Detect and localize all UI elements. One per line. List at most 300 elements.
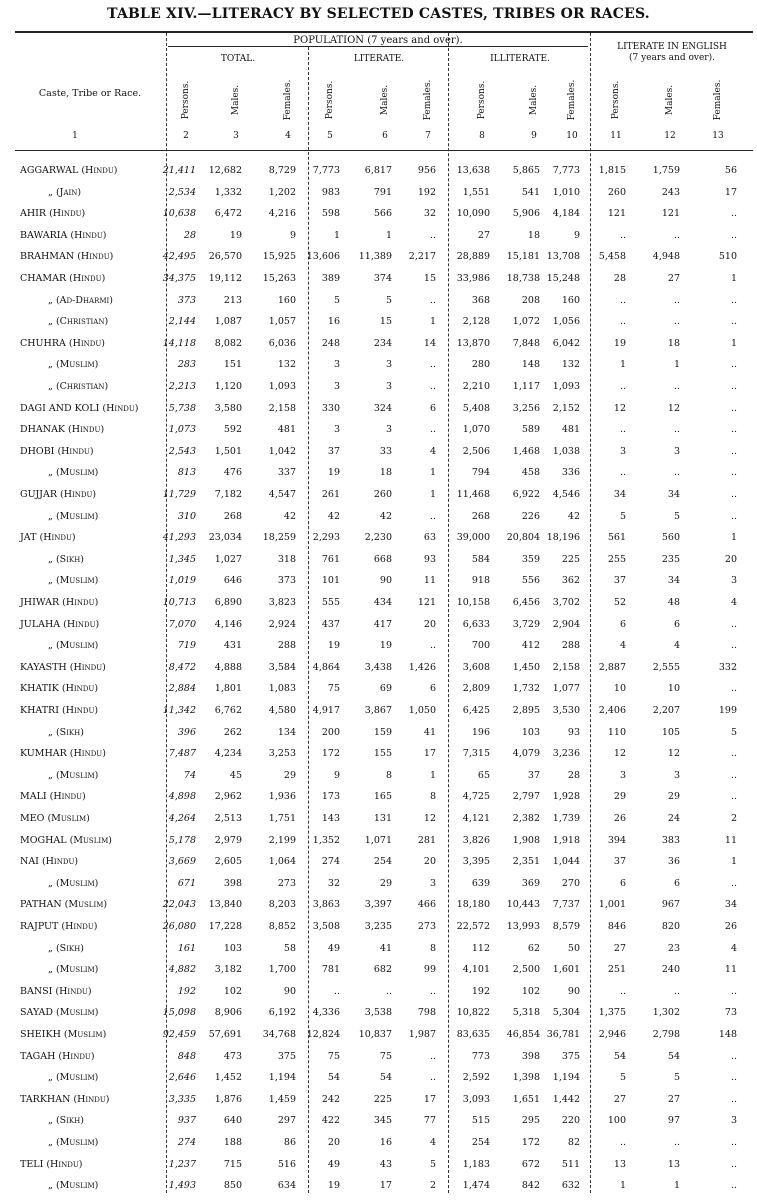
cell-col-4: 3,823 xyxy=(268,597,296,608)
cell-col-4: 6,036 xyxy=(268,337,296,349)
cell-col-9: 15,181 xyxy=(506,251,540,263)
cell-col-9: 458 xyxy=(521,467,540,479)
cell-col-9: 1,732 xyxy=(512,683,540,695)
cell-col-2: 4,882 xyxy=(168,964,196,976)
cell-col-8: 192 xyxy=(471,985,490,997)
cell-col-8: 39,000 xyxy=(456,532,490,544)
cell-col-10: 160 xyxy=(561,294,580,306)
cell-col-13: .. xyxy=(730,1137,737,1148)
cell-col-8: 13,870 xyxy=(456,337,490,349)
cell-col-12: .. xyxy=(673,316,680,328)
cell-col-9: 5,865 xyxy=(512,165,540,176)
cell-col-11: 2,946 xyxy=(598,1029,626,1040)
cell-col-13: .. xyxy=(730,208,737,220)
cell-col-10: 270 xyxy=(561,877,580,889)
row-label: „ (Christian) xyxy=(48,316,109,328)
cell-col-3: 2,962 xyxy=(214,791,242,803)
cell-col-12: 5 xyxy=(673,510,680,522)
cell-col-3: 476 xyxy=(223,467,242,479)
cell-col-11: 255 xyxy=(607,553,626,565)
cell-col-7: 1,426 xyxy=(408,661,436,673)
cell-col-10: 1,601 xyxy=(552,964,580,976)
cell-col-12: .. xyxy=(673,467,680,479)
cell-col-6: 682 xyxy=(373,964,392,976)
col-rule xyxy=(448,33,449,1193)
cell-col-4: 34,768 xyxy=(262,1029,296,1040)
cell-col-7: 6 xyxy=(429,402,436,414)
cell-col-12: 2,798 xyxy=(652,1029,680,1040)
cell-col-10: 1,739 xyxy=(552,813,580,824)
cell-col-12: 12 xyxy=(667,402,680,414)
cell-col-12: 560 xyxy=(661,532,680,544)
subhead-8: Persons. xyxy=(477,80,487,120)
cell-col-6: 3,438 xyxy=(364,661,392,673)
cell-col-11: 5,458 xyxy=(598,251,626,263)
cell-col-7: 1,050 xyxy=(408,705,436,716)
cell-col-9: 1,398 xyxy=(512,1072,540,1084)
cell-col-8: 83,635 xyxy=(456,1029,490,1040)
cell-col-11: 100 xyxy=(607,1115,626,1127)
cell-col-9: 102 xyxy=(521,985,540,997)
cell-col-7: 2,217 xyxy=(408,251,436,263)
col-number-13: 13 xyxy=(712,131,724,141)
cell-col-7: 15 xyxy=(423,273,436,284)
cell-col-6: 90 xyxy=(379,575,392,587)
cell-col-8: 1,474 xyxy=(462,1180,490,1192)
cell-col-2: 7,487 xyxy=(168,748,196,760)
cell-col-10: 7,773 xyxy=(552,165,580,176)
cell-col-3: 3,580 xyxy=(214,402,242,414)
cell-col-9: 5,318 xyxy=(512,1007,540,1019)
cell-col-5: 19 xyxy=(327,640,340,652)
cell-col-2: 813 xyxy=(177,467,196,479)
cell-col-11: 121 xyxy=(607,208,626,220)
cell-col-2: 34,375 xyxy=(162,273,196,284)
cell-col-6: 260 xyxy=(373,489,392,500)
header-top-rule xyxy=(15,31,753,33)
row-label: „ (Muslim) xyxy=(48,964,99,976)
cell-col-13: .. xyxy=(730,748,737,760)
cell-col-3: 7,182 xyxy=(214,489,242,500)
cell-col-11: 29 xyxy=(613,791,626,803)
cell-col-4: 273 xyxy=(277,877,296,889)
cell-col-3: 4,234 xyxy=(214,748,242,760)
cell-col-4: 516 xyxy=(277,1158,296,1170)
col-number-1: 1 xyxy=(72,131,78,141)
cell-col-12: 10 xyxy=(667,683,680,695)
cell-col-4: 29 xyxy=(283,769,296,781)
row-label: AHIR (Hindu) xyxy=(20,208,86,220)
cell-col-9: 295 xyxy=(521,1115,540,1127)
cell-col-7: 4 xyxy=(429,1137,436,1148)
cell-col-7: 99 xyxy=(423,964,436,976)
cell-col-3: 3,182 xyxy=(214,964,242,976)
cell-col-9: 3,256 xyxy=(512,402,540,414)
cell-col-8: 1,183 xyxy=(462,1158,490,1170)
cell-col-9: 412 xyxy=(521,640,540,652)
cell-col-8: 2,592 xyxy=(462,1072,490,1084)
cell-col-9: 2,382 xyxy=(512,813,540,824)
cell-col-12: .. xyxy=(673,424,680,436)
cell-col-9: 1,908 xyxy=(512,834,540,846)
cell-col-3: 1,332 xyxy=(214,186,242,198)
cell-col-11: 27 xyxy=(613,942,626,954)
row-label: MEO (Muslim) xyxy=(20,813,90,824)
cell-col-10: 1,056 xyxy=(552,316,580,328)
cell-col-2: 1,493 xyxy=(168,1180,196,1192)
cell-col-13: .. xyxy=(730,381,737,392)
cell-col-3: 268 xyxy=(223,510,242,522)
row-label: „ (Sikh) xyxy=(48,553,84,565)
total-header: TOTAL. xyxy=(220,54,256,64)
cell-col-5: 173 xyxy=(321,791,340,803)
cell-col-5: 42 xyxy=(327,510,340,522)
cell-col-2: 11,342 xyxy=(162,705,196,716)
cell-col-13: 26 xyxy=(724,921,737,932)
cell-col-6: 791 xyxy=(373,186,392,198)
cell-col-9: 18,738 xyxy=(506,273,540,284)
cell-col-12: 3 xyxy=(673,769,680,781)
cell-col-11: 54 xyxy=(613,1050,626,1062)
cell-col-10: 336 xyxy=(561,467,580,479)
cell-col-8: 11,468 xyxy=(456,489,490,500)
subhead-2: Persons. xyxy=(181,80,191,120)
cell-col-4: 373 xyxy=(277,575,296,587)
cell-col-11: 19 xyxy=(613,337,626,349)
cell-col-9: 103 xyxy=(521,726,540,738)
cell-col-10: 18,196 xyxy=(546,532,580,544)
cell-col-5: 555 xyxy=(321,597,340,608)
cell-col-3: 13,840 xyxy=(208,899,242,911)
cell-col-13: 510 xyxy=(718,251,737,263)
row-label: „ (Muslim) xyxy=(48,359,99,371)
cell-col-11: 12 xyxy=(613,402,626,414)
cell-col-12: 36 xyxy=(667,856,680,868)
cell-col-11: 52 xyxy=(613,597,626,608)
cell-col-8: 10,822 xyxy=(456,1007,490,1019)
cell-col-9: 37 xyxy=(527,769,540,781)
cell-col-5: 2,293 xyxy=(312,532,340,544)
cell-col-6: 11,389 xyxy=(358,251,392,263)
cell-col-4: 2,199 xyxy=(268,834,296,846)
cell-col-8: 368 xyxy=(471,294,490,306)
cell-col-4: 1,700 xyxy=(268,964,296,976)
cell-col-12: 24 xyxy=(667,813,680,824)
cell-col-13: .. xyxy=(730,510,737,522)
cell-col-3: 1,027 xyxy=(214,553,242,565)
cell-col-12: 235 xyxy=(661,553,680,565)
cell-col-13: .. xyxy=(730,985,737,997)
cell-col-5: 32 xyxy=(327,877,340,889)
cell-col-5: 983 xyxy=(321,186,340,198)
cell-col-6: 3 xyxy=(385,381,392,392)
cell-col-12: 2,555 xyxy=(652,661,680,673)
cell-col-5: 761 xyxy=(321,553,340,565)
cell-col-10: 3,530 xyxy=(552,705,580,716)
cell-col-4: 4,580 xyxy=(268,705,296,716)
cell-col-2: 10,713 xyxy=(162,597,196,608)
cell-col-5: 19 xyxy=(327,1180,340,1192)
cell-col-2: 92,459 xyxy=(162,1029,196,1040)
cell-col-13: .. xyxy=(730,294,737,306)
cell-col-3: 19,112 xyxy=(208,273,242,284)
cell-col-10: 481 xyxy=(561,424,580,436)
cell-col-5: 4,917 xyxy=(312,705,340,716)
cell-col-3: 188 xyxy=(223,1137,242,1148)
cell-col-5: 330 xyxy=(321,402,340,414)
cell-col-2: 11,729 xyxy=(162,489,196,500)
cell-col-2: 26,080 xyxy=(162,921,196,932)
cell-col-2: 373 xyxy=(177,294,196,306)
cell-col-4: 1,064 xyxy=(268,856,296,868)
cell-col-13: .. xyxy=(730,316,737,328)
cell-col-4: 1,093 xyxy=(268,381,296,392)
cell-col-11: .. xyxy=(619,467,626,479)
cell-col-8: 1,070 xyxy=(462,424,490,436)
cell-col-4: 1,936 xyxy=(268,791,296,803)
cell-col-2: 1,019 xyxy=(168,575,196,587)
cell-col-12: 105 xyxy=(661,726,680,738)
cell-col-6: 17 xyxy=(379,1180,392,1192)
cell-col-6: 19 xyxy=(379,640,392,652)
cell-col-10: 4,546 xyxy=(552,489,580,500)
cell-col-3: 103 xyxy=(223,942,242,954)
cell-col-6: 69 xyxy=(379,683,392,695)
cell-col-6: 668 xyxy=(373,553,392,565)
row-label: „ (Sikh) xyxy=(48,942,84,954)
cell-col-9: 3,729 xyxy=(512,618,540,630)
cell-col-11: .. xyxy=(619,294,626,306)
subhead-9: Males. xyxy=(529,84,539,116)
cell-col-6: 159 xyxy=(373,726,392,738)
cell-col-10: 15,248 xyxy=(546,273,580,284)
row-label: „ (Muslim) xyxy=(48,640,99,652)
col-number-8: 8 xyxy=(479,131,485,141)
cell-col-3: 1,087 xyxy=(214,316,242,328)
cell-col-5: 12,824 xyxy=(306,1029,340,1040)
cell-col-13: 5 xyxy=(730,726,737,738)
cell-col-9: 18 xyxy=(527,229,540,241)
cell-col-2: 161 xyxy=(177,942,196,954)
cell-col-8: 18,180 xyxy=(456,899,490,911)
cell-col-3: 17,228 xyxy=(208,921,242,932)
cell-col-7: .. xyxy=(429,359,436,371)
cell-col-12: 12 xyxy=(667,748,680,760)
cell-col-4: 375 xyxy=(277,1050,296,1062)
cell-col-12: 1 xyxy=(673,1180,680,1192)
cell-col-4: 18,259 xyxy=(262,532,296,544)
cell-col-4: 1,194 xyxy=(268,1072,296,1084)
row-label: KUMHAR (Hindu) xyxy=(20,748,106,760)
cell-col-6: 225 xyxy=(373,1093,392,1105)
cell-col-5: 261 xyxy=(321,489,340,500)
col-number-12: 12 xyxy=(664,131,676,141)
cell-col-10: 132 xyxy=(561,359,580,371)
row-label: TAGAH (Hindu) xyxy=(20,1050,95,1062)
cell-col-4: 15,263 xyxy=(262,273,296,284)
english-header: LITERATE IN ENGLISH xyxy=(617,42,727,52)
row-label: CHAMAR (Hindu) xyxy=(20,273,106,284)
row-label: SAYAD (Muslim) xyxy=(20,1007,99,1019)
cell-col-8: 280 xyxy=(471,359,490,371)
cell-col-13: .. xyxy=(730,769,737,781)
cell-col-5: 248 xyxy=(321,337,340,349)
cell-col-4: 8,729 xyxy=(268,165,296,176)
cell-col-2: 1,345 xyxy=(168,553,196,565)
cell-col-11: 12 xyxy=(613,748,626,760)
cell-col-13: 3 xyxy=(730,575,737,587)
cell-col-11: 37 xyxy=(613,856,626,868)
cell-col-7: 20 xyxy=(423,856,436,868)
cell-col-8: 3,093 xyxy=(462,1093,490,1105)
cell-col-7: 12 xyxy=(423,813,436,824)
cell-col-4: 2,924 xyxy=(268,618,296,630)
cell-col-11: .. xyxy=(619,985,626,997)
cell-col-9: 369 xyxy=(521,877,540,889)
row-label: TARKHAN (Hindu) xyxy=(20,1093,110,1105)
cell-col-9: 1,468 xyxy=(512,445,540,457)
cell-col-8: 268 xyxy=(471,510,490,522)
cell-col-4: 297 xyxy=(277,1115,296,1127)
cell-col-9: 672 xyxy=(521,1158,540,1170)
cell-col-13: .. xyxy=(730,229,737,241)
subhead-6: Males. xyxy=(380,84,390,116)
cell-col-11: .. xyxy=(619,381,626,392)
cell-col-10: 8,579 xyxy=(552,921,580,932)
row-label: JAT (Hindu) xyxy=(20,532,76,544)
cell-col-4: 160 xyxy=(277,294,296,306)
row-label: JULAHA (Hindu) xyxy=(20,618,100,630)
row-label: „ (Muslim) xyxy=(48,769,99,781)
table-title: TABLE XIV.—LITERACY BY SELECTED CASTES, TRIBES OR RACES. xyxy=(107,6,650,22)
cell-col-6: 234 xyxy=(373,337,392,349)
cell-col-7: 798 xyxy=(417,1007,436,1019)
cell-col-12: 6 xyxy=(673,618,680,630)
cell-col-5: 7,773 xyxy=(312,165,340,176)
cell-col-9: 172 xyxy=(521,1137,540,1148)
col-number-2: 2 xyxy=(183,131,189,141)
cell-col-8: 27 xyxy=(477,229,490,241)
cell-col-3: 473 xyxy=(223,1050,242,1062)
cell-col-5: 200 xyxy=(321,726,340,738)
row-label: KHATIK (Hindu) xyxy=(20,683,99,695)
cell-col-9: 2,500 xyxy=(512,964,540,976)
cell-col-8: 4,121 xyxy=(462,813,490,824)
cell-col-5: 3,863 xyxy=(312,899,340,911)
cell-col-10: 13,708 xyxy=(546,251,580,263)
cell-col-3: 1,876 xyxy=(214,1093,242,1105)
caste-header: Caste, Tribe or Race. xyxy=(38,88,142,99)
cell-col-6: 3 xyxy=(385,424,392,436)
cell-col-9: 7,848 xyxy=(512,337,540,349)
cell-col-2: 2,213 xyxy=(168,381,196,392)
subhead-4: Females. xyxy=(283,79,293,121)
row-label: „ (Muslim) xyxy=(48,1180,99,1192)
cell-col-11: 260 xyxy=(607,186,626,198)
cell-col-5: 1,352 xyxy=(312,834,340,846)
cell-col-3: 213 xyxy=(223,294,242,306)
cell-col-4: 1,751 xyxy=(268,813,296,824)
cell-col-2: 671 xyxy=(177,877,196,889)
cell-col-4: 337 xyxy=(277,467,296,479)
cell-col-12: 18 xyxy=(667,337,680,349)
cell-col-8: 112 xyxy=(471,942,490,954)
cell-col-3: 6,762 xyxy=(214,705,242,716)
cell-col-6: 15 xyxy=(379,316,392,328)
cell-col-6: 10,837 xyxy=(358,1029,392,1040)
row-label: TELI (Hindu) xyxy=(20,1158,83,1170)
cell-col-5: 1 xyxy=(333,229,340,241)
cell-col-11: 4 xyxy=(619,640,626,652)
cell-col-11: 1 xyxy=(619,1180,626,1192)
cell-col-9: 556 xyxy=(521,575,540,587)
cell-col-3: 8,906 xyxy=(214,1007,242,1019)
cell-col-6: .. xyxy=(385,985,392,997)
cell-col-13: .. xyxy=(730,1158,737,1170)
cell-col-9: 10,443 xyxy=(506,899,540,911)
cell-col-6: 165 xyxy=(373,791,392,803)
cell-col-13: 332 xyxy=(718,661,737,673)
cell-col-12: 1,759 xyxy=(652,165,680,176)
cell-col-13: 4 xyxy=(730,597,737,608)
cell-col-3: 19 xyxy=(229,229,242,241)
cell-col-4: 1,202 xyxy=(268,186,296,198)
cell-col-7: .. xyxy=(429,381,436,392)
cell-col-9: 1,651 xyxy=(512,1093,540,1105)
cell-col-4: 318 xyxy=(277,553,296,565)
cell-col-4: 634 xyxy=(277,1180,296,1192)
cell-col-5: 5 xyxy=(333,294,340,306)
cell-col-10: 220 xyxy=(561,1115,580,1127)
cell-col-12: 27 xyxy=(667,273,680,284)
cell-col-6: 18 xyxy=(379,467,392,479)
cell-col-9: 6,456 xyxy=(512,597,540,608)
cell-col-8: 4,101 xyxy=(462,964,490,976)
cell-col-12: 121 xyxy=(661,208,680,220)
cell-col-3: 1,120 xyxy=(214,381,242,392)
subhead-13: Females. xyxy=(713,79,723,121)
cell-col-11: 1 xyxy=(619,359,626,371)
cell-col-9: 1,450 xyxy=(512,661,540,673)
cell-col-11: 1,375 xyxy=(598,1007,626,1019)
cell-col-5: 274 xyxy=(321,856,340,868)
cell-col-12: 27 xyxy=(667,1093,680,1105)
cell-col-13: .. xyxy=(730,445,737,457)
cell-col-4: 288 xyxy=(277,640,296,652)
cell-col-13: 73 xyxy=(724,1007,737,1019)
cell-col-4: 9 xyxy=(289,229,296,241)
cell-col-9: 2,895 xyxy=(512,705,540,716)
cell-col-4: 1,083 xyxy=(268,683,296,695)
cell-col-13: 2 xyxy=(730,813,737,824)
cell-col-2: 42,495 xyxy=(162,251,196,263)
row-label: „ (Sikh) xyxy=(48,726,84,738)
cell-col-13: 11 xyxy=(724,964,737,976)
cell-col-12: 29 xyxy=(667,791,680,803)
cell-col-2: 310 xyxy=(177,510,196,522)
cell-col-2: 4,264 xyxy=(168,813,196,824)
cell-col-9: 20,804 xyxy=(506,532,540,544)
cell-col-12: 1 xyxy=(673,359,680,371)
cell-col-3: 1,801 xyxy=(214,683,242,695)
cell-col-3: 646 xyxy=(223,575,242,587)
cell-col-2: 2,884 xyxy=(168,683,196,695)
cell-col-10: 1,918 xyxy=(552,834,580,846)
cell-col-7: 41 xyxy=(423,726,436,738)
cell-col-11: 5 xyxy=(619,1072,626,1084)
col-number-3: 3 xyxy=(233,131,239,141)
cell-col-6: 54 xyxy=(379,1072,392,1084)
